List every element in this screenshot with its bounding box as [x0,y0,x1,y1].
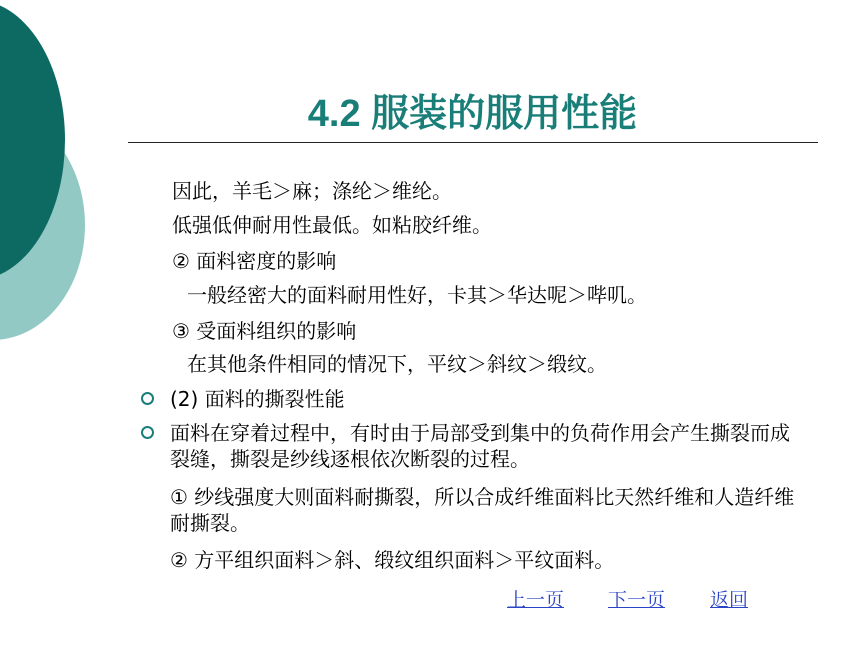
next-page-link[interactable]: 下一页 [608,589,666,611]
prev-page-link[interactable]: 上一页 [507,589,565,611]
text-line-2: 低强低伸耐用性最低。如粘胶纤维。 [172,213,492,237]
text-line-order: ② 方平组织面料＞斜、缎纹组织面料＞平纹面料。 [170,548,615,572]
bullet-text-tear: 面料在穿着过程中，有时由于局部受到集中的负荷作用会产生撕裂而成裂缝，撕裂是纱线逐根依次断裂的过程。 [170,421,790,471]
text-line-1: 因此，羊毛＞麻；涤纶＞维纶。 [172,179,452,203]
subheading-weave: ③ 受面料组织的影响 [172,319,357,343]
text-line-weave: 在其他条件相同的情况下，平纹＞斜纹＞缎纹。 [187,352,607,376]
bullet-circle-icon [141,426,154,439]
title-divider [128,142,818,143]
subheading-density: ② 面料密度的影响 [172,249,337,273]
bullet-heading-tear: (2) 面料的撕裂性能 [170,387,345,411]
back-link[interactable]: 返回 [710,589,749,611]
slide-title: 4.2 服装的服用性能 [307,93,638,135]
bullet-circle-icon [141,392,154,405]
text-line-yarn: ① 纱线强度大则面料耐撕裂，所以合成纤维面料比天然纤维和人造纤维耐撕裂。 [170,485,795,535]
text-line-density: 一般经密大的面料耐用性好，卡其＞华达呢＞哔叽。 [187,283,647,307]
